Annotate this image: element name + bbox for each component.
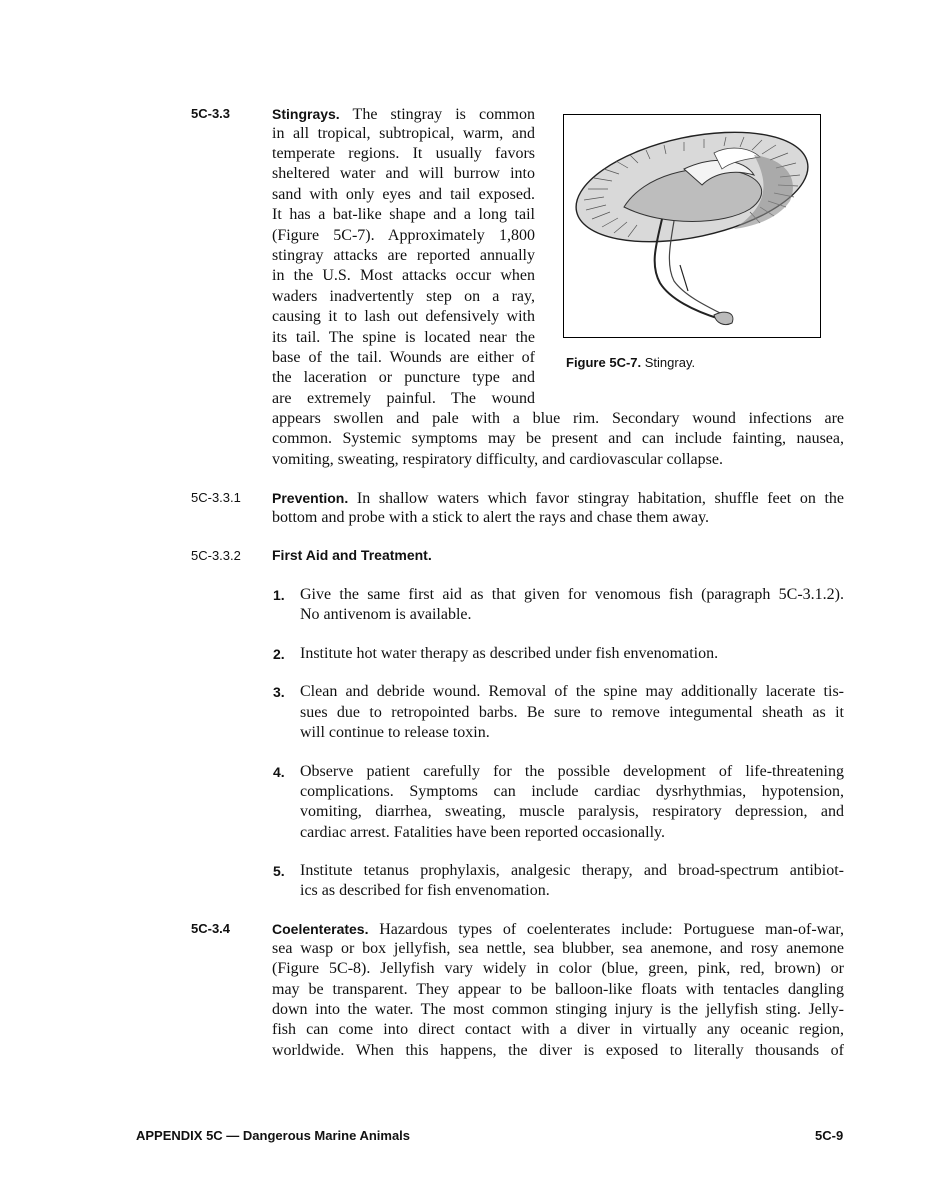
section-heading: Coelenterates. [272,921,369,937]
text-line: Coelenterates. Hazardous types of coelenterates include: Portuguese man-of-war, [272,921,845,938]
text-line: sues due to retropointed barbs. Be sure to remove integumental sheath as it [300,704,844,721]
text-line: complications. Symptoms can include cardiac dysrhythmias, hypotension, [300,783,844,800]
list-item-number: 1. [273,587,285,603]
text-line: Prevention. In shallow waters which favor stingray habitation, shuffle feet on the [272,490,844,507]
text-line: its tail. The spine is located near the [272,329,535,346]
text-line: appears swollen and pale with a blue rim. Secondary wound infections are [272,410,844,427]
text-line: base of the tail. Wounds are either of [272,349,535,366]
text-line: stingray attacks are reported annually [272,247,535,264]
text-line: down into the water. The most common stinging injury is the jellyfish sting. Jelly- [272,1001,844,1018]
list-item-number: 3. [273,684,285,700]
section-number: 5C-3.3.2 [191,548,241,563]
text-line: fish can come into direct contact with a diver in virtually any oceanic region, [272,1021,844,1038]
text-line: Clean and debride wound. Removal of the spine may additionally lacerate tis- [300,683,844,700]
text-line: are extremely painful. The wound [272,390,535,407]
text-line: (Figure 5C-8). Jellyfish vary widely in color (blue, green, pink, red, brown) or [272,960,844,977]
figure-label: Figure 5C-7. [566,355,642,370]
text-line: ics as described for fish envenomation. [300,882,550,899]
list-item-number: 5. [273,863,285,879]
figure-5c-7 [563,114,821,338]
text-line: sand with only eyes and tail exposed. [272,186,535,203]
text-line: sheltered water and will burrow into [272,165,535,182]
text-line: temperate regions. It usually favors [272,145,535,162]
section-heading: First Aid and Treatment. [272,547,432,563]
section-number: 5C-3.3 [191,106,231,121]
text-line: sea wasp or box jellyfish, sea nettle, sea blubber, sea anemone, and rosy anemone [272,940,844,957]
text-line [272,545,844,566]
section-number: 5C-3.4 [191,921,231,936]
text-line: It has a bat-like shape and a long tail [272,206,535,223]
page-number: 5C-9 [815,1128,844,1143]
text-line: the laceration or puncture type and [272,369,535,386]
text-line: worldwide. When this happens, the diver is exposed to literally thousands of [272,1042,844,1059]
text-line: Stingrays. The stingray is common [272,106,535,123]
text-line: common. Systemic symptoms may be present and can include fainting, nausea, [272,430,844,447]
text-line: will continue to release toxin. [300,724,490,741]
figure-caption [566,355,695,370]
text-line: vomiting, sweating, respiratory difficulty, and cardiovascular collapse. [272,451,723,468]
text-line: vomiting, diarrhea, sweating, muscle paralysis, respiratory depression, and [300,803,844,820]
text-line: cardiac arrest. Fatalities have been reported occasionally. [300,824,666,841]
text-line: Observe patient carefully for the possible development of life-threatening [300,763,844,780]
text-line: No antivenom is available. [300,606,472,623]
text-line: waders inadvertently step on a ray, [272,288,535,305]
text-line: in the U.S. Most attacks occur when [272,267,535,284]
section-heading: Stingrays. [272,106,340,122]
figure-caption-text: Stingray. [644,355,696,370]
text-line: bottom and probe with a stick to alert the rays and chase them away. [272,509,710,526]
text-line: Give the same first aid as that given for venomous fish (paragraph 5C-3.1.2). [300,586,844,603]
text-line: Institute hot water therapy as described under fish envenomation. [300,645,719,662]
section-heading: Prevention. [272,490,349,506]
section-number: 5C-3.3.1 [191,490,241,505]
text-line: may be transparent. They appear to be balloon-like floats with tentacles dangling [272,981,844,998]
stingray-illustration [564,115,820,337]
text-line: in all tropical, subtropical, warm, and [272,125,535,142]
text-line: Institute tetanus prophylaxis, analgesic therapy, and broad-spectrum antibiot- [300,862,844,879]
list-item-number: 2. [273,646,285,662]
text-line: (Figure 5C-7). Approximately 1,800 [272,227,535,244]
list-item-number: 4. [273,764,285,780]
text-line: causing it to lash out defensively with [272,308,535,325]
footer-title: APPENDIX 5C — Dangerous Marine Animals [136,1128,411,1143]
